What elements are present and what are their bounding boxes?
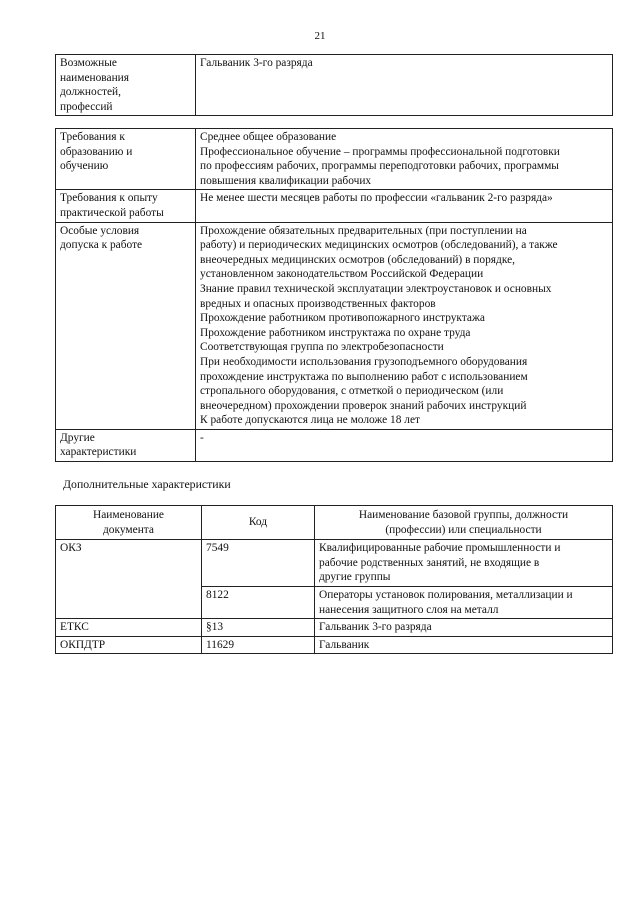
value-line: по профессиям рабочих, программы переподготовки рабочих, программы <box>200 160 559 173</box>
table-row <box>56 55 613 116</box>
value-line: Знание правил технической эксплуатации электроустановок и основных <box>200 282 552 295</box>
value-line: Квалифицированные рабочие промышленности и <box>319 542 561 555</box>
okz-document-cell: ОКЗ <box>56 540 202 619</box>
value-line: повышения квалификации рабочих <box>200 174 372 187</box>
column-header-code: Код <box>202 506 315 540</box>
label-line: Возможные <box>60 57 117 69</box>
admission-conditions-label <box>56 222 196 429</box>
okz-code-cell: 7549 <box>202 540 315 587</box>
table-row <box>56 429 613 461</box>
value-line: - <box>200 431 204 444</box>
experience-requirements-value <box>196 190 613 222</box>
label-line: Требования к <box>60 131 125 143</box>
etks-code-cell: §13 <box>202 619 315 637</box>
education-requirements-value <box>196 129 613 190</box>
label-line: должностей, <box>60 86 122 99</box>
okpdtr-code-cell: 11629 <box>202 636 315 654</box>
column-header-document <box>56 506 202 540</box>
other-characteristics-value <box>196 429 613 461</box>
job-titles-value: Гальваник 3-го разряда <box>196 55 613 116</box>
table-header-row <box>56 506 613 540</box>
value-line: Прохождение работником противопожарного инструктажа <box>200 312 485 325</box>
header-line: Наименование <box>93 509 164 521</box>
value-line: Прохождение работником инструктажа по охране труда <box>200 326 471 339</box>
value-line: рабочие родственных занятий, не входящие в <box>319 556 540 569</box>
okpdtr-document-cell: ОКПДТР <box>56 636 202 654</box>
value-line: Операторы установок полирования, металлизации и <box>319 588 573 601</box>
value-line: прохождение инструктажа по выполнению работ с использованием <box>200 370 528 383</box>
label-line: Другие <box>60 431 95 444</box>
requirements-table <box>55 128 613 462</box>
additional-characteristics-title: Дополнительные характеристики <box>63 477 231 491</box>
value-line: внеочередных медицинских осмотров (обследований) в порядке, <box>200 253 515 266</box>
value-line: стропального оборудования, с отметкой о периодическом (или <box>200 385 504 398</box>
okz-code-cell: 8122 <box>202 586 315 618</box>
label-line: обучению <box>60 160 109 173</box>
job-titles-label <box>56 55 196 116</box>
label-line: практической работы <box>60 206 164 219</box>
label-line: наименования <box>60 71 130 84</box>
value-line: К работе допускаются лица не моложе 18 лет <box>200 414 420 427</box>
table-row <box>56 619 613 637</box>
label-line: Требования к опыту <box>60 192 158 205</box>
table-row <box>56 540 613 587</box>
value-line: вредных и опасных производственных факторов <box>200 297 436 310</box>
table-row <box>56 222 613 429</box>
value-line: другие группы <box>319 571 391 584</box>
value-line: работу) и периодических медицинских осмотров (обследований), а также <box>200 239 558 252</box>
value-line: внеочередном) прохождении проверок знаний рабочих инструкций <box>200 399 527 412</box>
value-line: Среднее общее образование <box>200 131 337 143</box>
okz-name-cell <box>315 586 613 618</box>
value-line: Прохождение обязательных предварительных (при поступлении на <box>200 224 527 237</box>
okpdtr-name-cell: Гальваник <box>315 636 613 654</box>
value-line: Профессиональное обучение – программы профессиональной подготовки <box>200 145 560 158</box>
okz-name-cell <box>315 540 613 587</box>
etks-name-cell: Гальваник 3-го разряда <box>315 619 613 637</box>
other-characteristics-label <box>56 429 196 461</box>
page-number: 21 <box>314 30 326 42</box>
header-line: Наименование базовой группы, должности <box>358 509 569 521</box>
header-line: документа <box>103 523 154 536</box>
education-requirements-label <box>56 129 196 190</box>
value-line: Соответствующая группа по электробезопасности <box>200 341 444 354</box>
label-line: образованию и <box>60 145 133 158</box>
value-line: Не менее шести месяцев работы по профессии «гальваник 2-го разряда» <box>200 192 553 205</box>
table-row <box>56 636 613 654</box>
etks-document-cell: ЕТКС <box>56 619 202 637</box>
label-line: допуска к работе <box>60 239 143 252</box>
header-line: (профессии) или специальности <box>385 523 542 536</box>
value-line: При необходимости использования грузоподъемного оборудования <box>200 355 528 368</box>
value-line: установленном законодательством Российской Федерации <box>200 268 484 281</box>
additional-characteristics-table <box>55 505 613 654</box>
table-row <box>56 190 613 222</box>
column-header-name <box>315 506 613 540</box>
label-line: Особые условия <box>60 224 140 237</box>
value-line: нанесения защитного слоя на металл <box>319 603 499 616</box>
experience-requirements-label <box>56 190 196 222</box>
job-titles-table <box>55 54 613 116</box>
table-row <box>56 129 613 190</box>
label-line: характеристики <box>60 446 137 459</box>
label-line: профессий <box>60 100 113 113</box>
admission-conditions-value <box>196 222 613 429</box>
